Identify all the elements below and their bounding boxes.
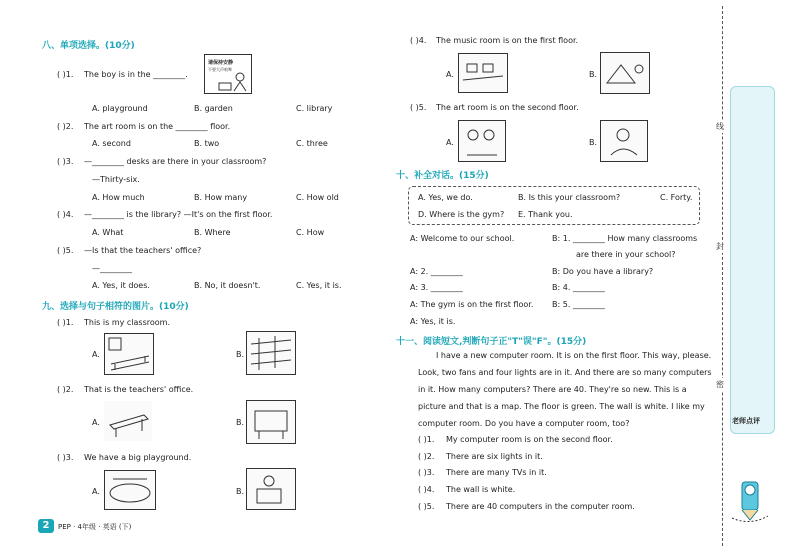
s9-q1-a: A. bbox=[92, 350, 100, 359]
s8-q2-b: B. two bbox=[194, 139, 220, 148]
s9-q5-stem: The art room is on the second floor. bbox=[436, 103, 579, 112]
s8-q3-a: A. How much bbox=[92, 193, 145, 202]
cut-label-xian: 线 bbox=[716, 122, 724, 131]
passage-line-1: I have a new computer room. It is on the first floor. This way, please. bbox=[436, 351, 712, 360]
s9-q4-num: ( )4. bbox=[410, 36, 427, 45]
s8-q3-stem: —________ desks are there in your classroom? bbox=[84, 157, 267, 166]
s8-q3-b: B. How many bbox=[194, 193, 248, 202]
s11-q1-text: My computer room is on the second floor. bbox=[446, 435, 613, 444]
s11-q4-num: ( )4. bbox=[418, 485, 435, 494]
cut-label-feng: 封 bbox=[716, 242, 724, 251]
s8-q5-num: ( )5. bbox=[57, 246, 74, 255]
s11-q5-text: There are 40 computers in the computer room. bbox=[446, 502, 635, 511]
art-room-picture-a bbox=[458, 120, 506, 162]
cut-line bbox=[722, 6, 723, 546]
s11-q2-text: There are six lights in it. bbox=[446, 452, 543, 461]
s9-q2-a: A. bbox=[92, 418, 100, 427]
s8-q5-b: B. No, it doesn't. bbox=[194, 281, 261, 290]
computer-room-picture-a bbox=[458, 53, 508, 93]
passage-line-4: picture and that is a map. The floor is green. The wall is white. I like my bbox=[418, 402, 705, 411]
s9-q4-a: A. bbox=[446, 70, 454, 79]
s8-q2-stem: The art room is on the ________ floor. bbox=[84, 122, 231, 131]
section9-title: 九、选择与句子相符的图片。(10分) bbox=[42, 302, 189, 312]
sign-text: 请保持安静 bbox=[208, 60, 234, 66]
s8-q1-b: B. garden bbox=[194, 104, 233, 113]
footer-text: PEP · 4年级 · 英语 (下) bbox=[58, 523, 132, 531]
s8-q2-a: A. second bbox=[92, 139, 131, 148]
students-icon bbox=[459, 121, 505, 161]
music-room-picture-b bbox=[246, 400, 296, 444]
s10-b1: B: 1. ________ How many classrooms bbox=[552, 234, 698, 243]
s10-opt-e: E. Thank you. bbox=[518, 210, 573, 219]
music-room-picture-b2 bbox=[600, 52, 650, 94]
s10-opt-b: B. Is this your classroom? bbox=[518, 193, 621, 202]
s8-q2-num: ( )2. bbox=[57, 122, 74, 131]
classroom-picture-a bbox=[104, 333, 154, 375]
s8-q5-answer: —________ bbox=[92, 264, 132, 273]
piano-icon bbox=[247, 401, 295, 443]
s8-q4-stem: —________ is the library? —It's on the first floor. bbox=[84, 210, 273, 219]
teacher-comment-label: 老师点评 bbox=[732, 417, 760, 425]
computer-icon bbox=[247, 469, 295, 509]
s9-q3-b: B. bbox=[236, 487, 245, 496]
passage-line-2: Look, two fans and four lights are in it. And there are so many computers bbox=[418, 368, 712, 377]
s9-q5-num: ( )5. bbox=[410, 103, 427, 112]
s10-opt-d: D. Where is the gym? bbox=[418, 210, 505, 219]
s9-q5-b: B. bbox=[589, 138, 598, 147]
s11-q3-text: There are many TVs in it. bbox=[446, 468, 547, 477]
painting-icon bbox=[601, 121, 647, 161]
s9-q1-stem: This is my classroom. bbox=[84, 318, 170, 327]
classroom-icon bbox=[105, 334, 153, 374]
s10-b4: B: 4. ________ bbox=[552, 283, 605, 292]
s9-q3-stem: We have a big playground. bbox=[84, 453, 192, 462]
s8-q3-num: ( )3. bbox=[57, 157, 74, 166]
desk-picture-a bbox=[104, 401, 152, 441]
s11-q3-num: ( )3. bbox=[418, 468, 435, 477]
s10-b5: B: 5. ________ bbox=[552, 300, 605, 309]
section8-title: 八、单项选择。(10分) bbox=[42, 41, 135, 51]
s10-a2: A: 2. ________ bbox=[410, 267, 463, 276]
s8-q2-c: C. three bbox=[296, 139, 328, 148]
playground-icon bbox=[105, 471, 155, 509]
s11-q2-num: ( )2. bbox=[418, 452, 435, 461]
s8-q4-a: A. What bbox=[92, 228, 124, 237]
passage-line-5: computer room. Do you have a computer room, too? bbox=[418, 419, 630, 428]
s8-q3-answer: —Thirty-six. bbox=[92, 175, 140, 184]
computers-icon bbox=[459, 54, 507, 92]
s8-q4-b: B. Where bbox=[194, 228, 231, 237]
s11-q5-num: ( )5. bbox=[418, 502, 435, 511]
page-number: 2 bbox=[38, 519, 54, 533]
s9-q4-stem: The music room is on the first floor. bbox=[436, 36, 579, 45]
dialog-options-box bbox=[408, 186, 700, 225]
passage-line-3: in it. How many computers? There are 40. They're so new. This is a bbox=[418, 385, 687, 394]
teacher-comment-box bbox=[730, 86, 775, 434]
s9-q3-num: ( )3. bbox=[57, 453, 74, 462]
s10-b1b: are there in your school? bbox=[576, 250, 676, 259]
s10-a4: A: The gym is on the first floor. bbox=[410, 300, 534, 309]
s9-q5-a: A. bbox=[446, 138, 454, 147]
s8-q1-a: A. playground bbox=[92, 104, 148, 113]
s11-q1-num: ( )1. bbox=[418, 435, 435, 444]
s10-b2: B: Do you have a library? bbox=[552, 267, 654, 276]
s9-q4-b: B. bbox=[589, 70, 598, 79]
section11-title: 十一、阅读短文,判断句子正"T"误"F"。(15分) bbox=[396, 337, 587, 347]
s8-q3-c: C. How old bbox=[296, 193, 339, 202]
quiet-sign-picture: 请保持安静 不要大声喧哗 bbox=[204, 54, 252, 94]
office-desks-picture-b bbox=[246, 331, 296, 375]
s8-q1-num: ( )1. bbox=[57, 70, 74, 79]
s9-q1-b: B. bbox=[236, 350, 245, 359]
s8-q1-stem: The boy is in the ________. bbox=[84, 70, 188, 79]
s11-q4-text: The wall is white. bbox=[446, 485, 516, 494]
s8-q4-num: ( )4. bbox=[57, 210, 74, 219]
computer-picture-b bbox=[246, 468, 296, 510]
s10-a1: A: Welcome to our school. bbox=[410, 234, 515, 243]
section10-title: 十、补全对话。(15分) bbox=[396, 171, 489, 181]
s9-q2-b: B. bbox=[236, 418, 245, 427]
pencil-mascot-icon bbox=[728, 472, 772, 524]
s10-opt-a: A. Yes, we do. bbox=[418, 193, 473, 202]
teacher-desk-icon bbox=[104, 401, 152, 441]
playground-picture-a bbox=[104, 470, 156, 510]
desks-icon bbox=[247, 332, 295, 374]
band-icon bbox=[601, 53, 649, 93]
s9-q2-num: ( )2. bbox=[57, 385, 74, 394]
cut-label-mi: 密 bbox=[716, 380, 724, 389]
s9-q2-stem: That is the teachers' office. bbox=[84, 385, 194, 394]
s10-opt-c: C. Forty. bbox=[660, 193, 693, 202]
s9-q1-num: ( )1. bbox=[57, 318, 74, 327]
s8-q5-a: A. Yes, it does. bbox=[92, 281, 150, 290]
s8-q1-c: C. library bbox=[296, 104, 333, 113]
s10-a5: A: Yes, it is. bbox=[410, 317, 456, 326]
s8-q4-c: C. How bbox=[296, 228, 325, 237]
s9-q3-a: A. bbox=[92, 487, 100, 496]
s8-q5-c: C. Yes, it is. bbox=[296, 281, 342, 290]
s10-a3: A: 3. ________ bbox=[410, 283, 463, 292]
art-picture-b bbox=[600, 120, 648, 162]
s8-q5-stem: —Is that the teachers' office? bbox=[84, 246, 202, 255]
